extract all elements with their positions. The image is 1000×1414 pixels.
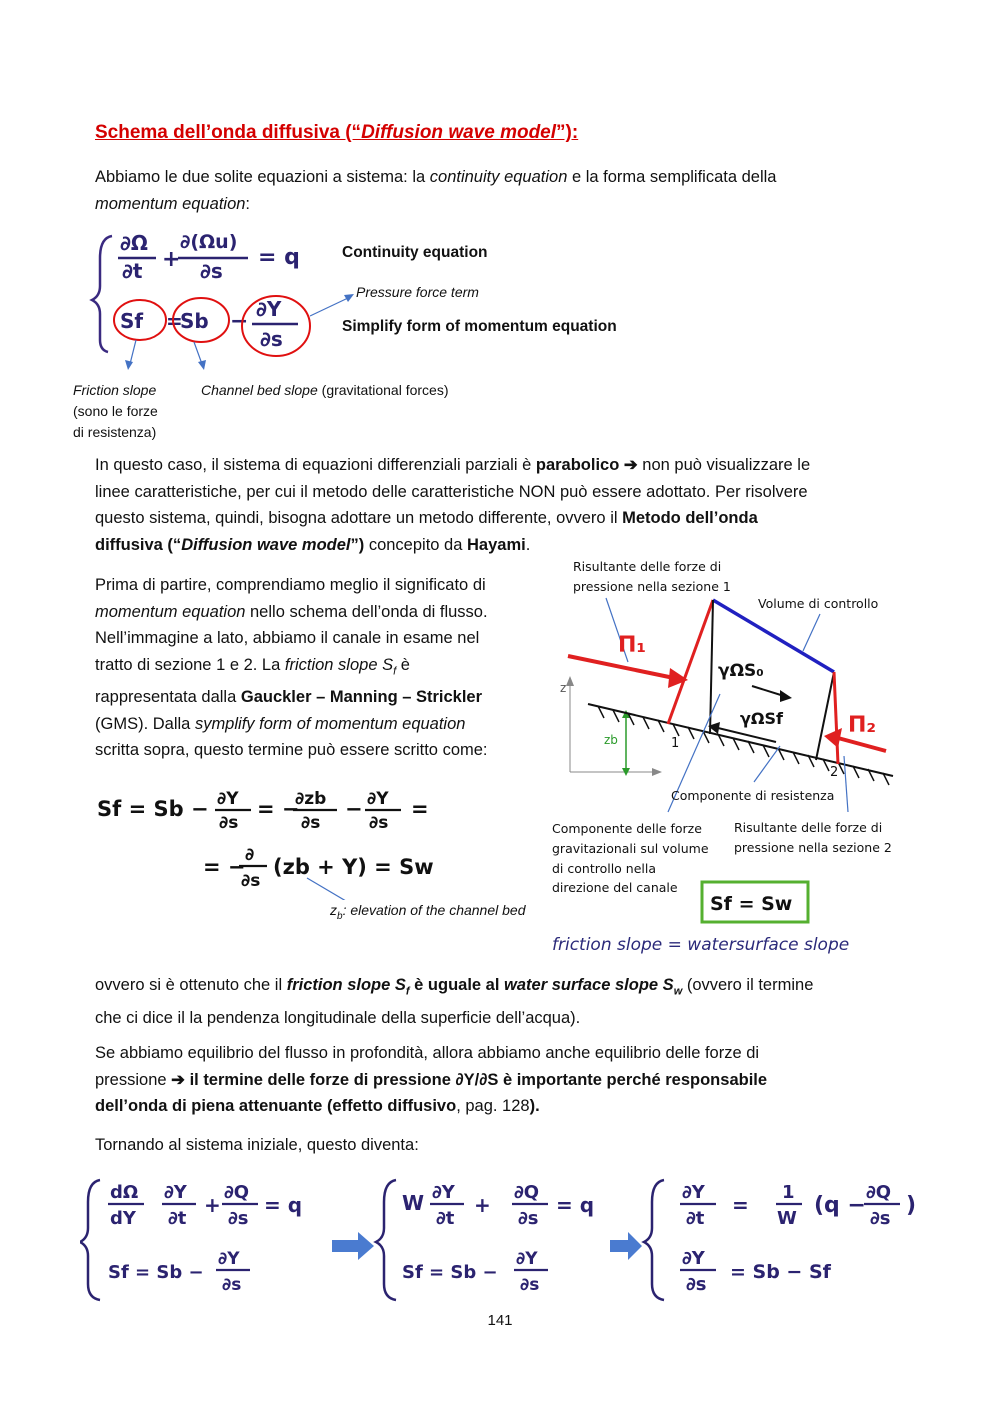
svg-text:Sf = Sb −: Sf = Sb − [402,1262,498,1283]
svg-text:∂Y: ∂Y [367,789,389,809]
handwritten-note: friction slope = watersurface slope [552,935,850,955]
svg-text:= q: = q [264,1193,303,1217]
svg-text:∂Q: ∂Q [224,1182,250,1203]
svg-text:∂t: ∂t [168,1208,187,1229]
svg-text:∂s: ∂s [870,1208,891,1229]
paragraph-back: Tornando al sistema iniziale, questo diventa: [95,1136,419,1154]
svg-text:Sf = Sb −: Sf = Sb − [108,1262,204,1283]
momentum-label: Simplify form of momentum equation [342,318,617,335]
svg-text:=: = [166,309,183,333]
svg-text:W: W [777,1208,797,1229]
svg-text:∂zb: ∂zb [295,789,327,809]
svg-text:∂Y: ∂Y [682,1248,705,1269]
svg-text:+: + [162,247,181,272]
svg-text:−: − [230,309,249,334]
section-2-label: 2 [830,765,839,780]
section-1-label: 1 [671,736,680,751]
svg-text:∂s: ∂s [301,813,321,833]
svg-text:(zb + Y) = Sw: (zb + Y) = Sw [273,855,434,879]
arrow-right-icon [610,1232,642,1260]
svg-text:∂Y: ∂Y [218,1249,240,1269]
brace-icon [92,236,112,352]
svg-text:∂: ∂ [245,845,255,865]
paragraph-pressure: Se abbiamo equilibrio del flusso in profondità, allora abbiamo anche equilibrio delle forze di pressione ➔ il termine delle forze di pressione ∂Y/∂S è importante perché responsabile dell’onda di piena attenuante (effetto diffusivo, pag. 128). [95,1044,768,1115]
svg-text:di controllo nella: di controllo nella [552,861,657,876]
intro-paragraph: Abbiamo le due solite equazioni a sistema: la continuity equation e la forma semplificata della momentum equation: [95,168,777,213]
paragraph-momentum: Prima di partire, comprendiamo meglio il significato di momentum equation nello schema dell’onda di flusso. Nell’immagine a lato, abbiamo il canale in esame nel tratto di sezione 1 e 2. La friction slope $S_f$ è rappresentata dalla Gauckler – Manning – Strickler (GMS). Dalla symplify form of momentum equation scritta sopra, questo termine può essere scritto come: [95,576,488,760]
svg-text:∂s: ∂s [520,1275,540,1295]
svg-text:z: z [560,681,567,695]
continuity-label: Continuity equation [342,244,488,261]
channel-diagram [548,556,908,966]
svg-text:∂s: ∂s [686,1274,707,1295]
res2-label: Risultante delle forze di [734,820,883,835]
section-title: Schema dell’onda diffusiva (“Diffusion wave model”): [95,122,579,143]
svg-text:= q: = q [556,1193,595,1217]
svg-text:∂Q: ∂Q [514,1182,540,1203]
svg-text:pressione nella sezione 2: pressione nella sezione 2 [734,840,892,855]
svg-text:= −: = − [257,797,300,821]
svg-text:W: W [402,1191,425,1215]
friction-term: γΩSf [740,709,783,728]
svg-text:∂s: ∂s [222,1275,242,1295]
eq1-rhs: = q [258,245,300,270]
eq1-num-left: ∂Ω [120,231,148,255]
svg-text:dY: dY [110,1208,136,1229]
svg-text:∂Y: ∂Y [516,1249,538,1269]
svg-text:∂t: ∂t [436,1208,455,1229]
page-number: 141 [487,1312,513,1329]
eq2-sb: Sb [180,309,209,333]
gravity-comp-label: Componente delle forze [552,821,702,836]
svg-text:∂Y: ∂Y [164,1182,187,1203]
svg-text:Sf = Sb −: Sf = Sb − [97,797,209,821]
pressure-term-label: Pressure force term [356,284,479,300]
svg-text:∂s: ∂s [369,813,389,833]
gravity-term: γΩS₀ [718,661,764,681]
svg-text:(q −: (q − [814,1193,866,1218]
eq1-num-right: ∂(Ωu) [180,231,238,253]
channel-bed-note: Channel bed slope (gravitational forces) [201,382,449,398]
svg-text:pressione nella sezione 1: pressione nella sezione 1 [573,579,731,594]
svg-text:): ) [906,1193,917,1218]
svg-text:= Sb − Sf: = Sb − Sf [730,1261,831,1283]
svg-text:∂s: ∂s [219,813,239,833]
svg-text:zb: zb [604,733,618,747]
svg-text:direzione del canale: direzione del canale [552,880,678,895]
svg-text:+: + [204,1193,221,1217]
svg-text:∂Y: ∂Y [682,1182,705,1203]
svg-text:Sf = Sw: Sf = Sw [710,893,793,915]
svg-text:+: + [474,1193,491,1217]
svg-text:∂s: ∂s [518,1208,539,1229]
final-systems [80,1172,940,1312]
pi2-label: Π₂ [848,713,877,738]
derivation-equations [95,782,535,900]
resistance-label: Componente di resistenza [671,788,835,803]
svg-text:−: − [345,797,363,821]
paragraph-result: ovvero si è ottenuto che il friction slope $S_f$ è uguale al water surface slope $S_w$ (ovvero il termine che ci dice il la pendenza longitudinale della superficie dell’acqua). [95,976,814,1027]
eq2-den: ∂s [260,327,283,351]
svg-text:= −: = − [203,855,246,879]
res1-label: Risultante delle forze di [573,559,722,574]
eq1-den-left: ∂t [122,259,143,283]
eq2-sf: Sf [120,309,144,333]
eq1-den-right: ∂s [200,259,223,283]
svg-text:gravitazionali sul volume: gravitazionali sul volume [552,841,709,856]
svg-text:∂s: ∂s [241,871,261,891]
svg-text:∂Q: ∂Q [866,1182,892,1203]
friction-slope-note: Friction slope (sono le forze di resistenza) [73,382,158,440]
volume-label: Volume di controllo [758,596,879,611]
svg-text:=: = [732,1193,749,1217]
paragraph-parabolic: In questo caso, il sistema di equazioni differenziali parziali è parabolico ➔ non può visualizzare le linee caratteristiche, per cui il metodo delle caratteristiche NON può essere adottato. Per risolvere questo sistema, quindi, bisogna adottare un metodo differente, ovvero il Metodo dell’onda diffusiva (“Diffusion wave model”) concepito da Hayami. [95,456,811,554]
zb-note: $z_b$: elevation of the channel bed [330,902,526,922]
svg-text:=: = [411,797,429,821]
svg-text:∂Y: ∂Y [432,1182,455,1203]
svg-text:1: 1 [782,1182,795,1203]
svg-text:dΩ: dΩ [110,1182,139,1203]
svg-text:∂t: ∂t [686,1208,705,1229]
eq2-num: ∂Y [256,297,282,321]
svg-text:∂Y: ∂Y [217,789,239,809]
svg-text:∂s: ∂s [228,1208,249,1229]
pi1-label: Π₁ [618,633,647,658]
arrow-right-icon [332,1232,374,1260]
